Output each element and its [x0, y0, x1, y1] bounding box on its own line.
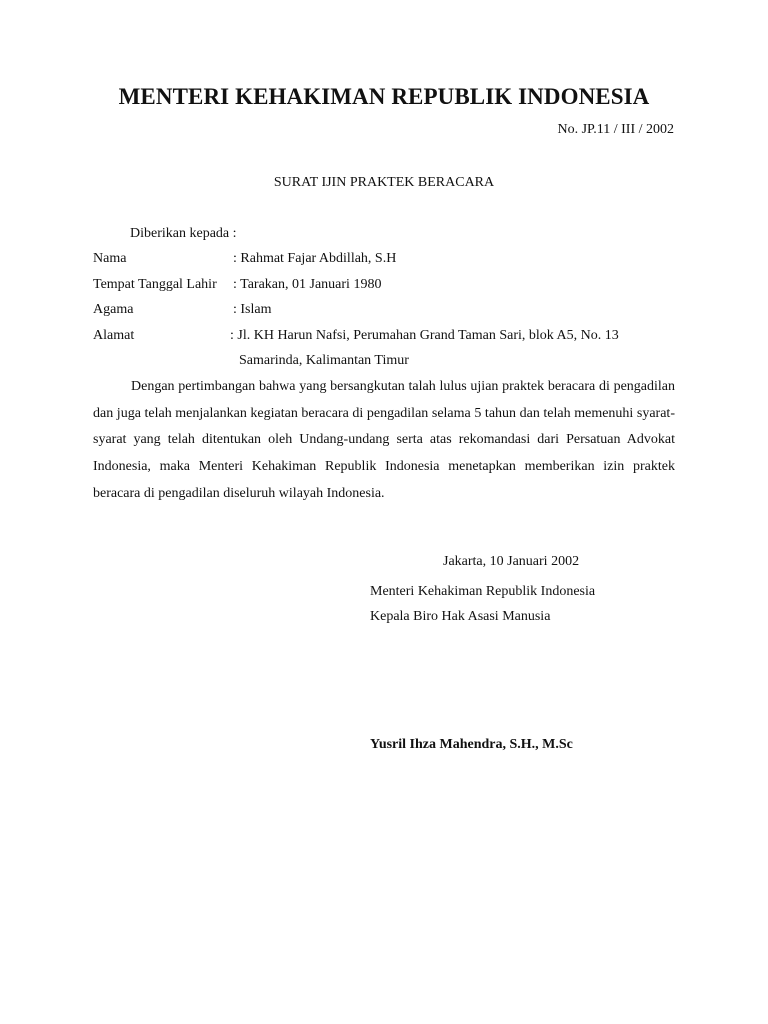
document-number: No. JP.11 / III / 2002: [557, 122, 674, 137]
address-value-line-1: : Jl. KH Harun Nafsi, Perumahan Grand Taman Sari, blok A5, No. 13: [230, 328, 619, 343]
document-subject: SURAT IJIN PRAKTEK BERACARA: [273, 175, 495, 190]
document-title: MENTERI KEHAKIMAN REPUBLIK INDONESIA: [118, 84, 650, 109]
address-value-line-2: Samarinda, Kalimantan Timur: [239, 353, 409, 368]
body-paragraph: Dengan pertimbangan bahwa yang bersangkutan talah lulus ujian praktek beracara di pengadilan dan juga telah menjalankan kegiatan beracara di pengadilan selama 5 tahun dan telah memenuhi syarat-syarat yang telah ditentukan oleh Undang-undang serta atas rekomandasi dari Persatuan Advokat Indonesia, maka Menteri Kehakiman Republik Indonesia menetapkan memberikan izin praktek beracara di pengadilan diseluruh wilayah Indonesia.: [93, 379, 675, 501]
signatory-name: Yusril Ihza Mahendra, S.H., M.Sc: [370, 737, 573, 752]
signature-position: Kepala Biro Hak Asasi Manusia: [370, 609, 551, 624]
recipient-intro: Diberikan kepada :: [130, 226, 237, 241]
birth-label: Tempat Tanggal Lahir: [93, 277, 217, 292]
birth-value: : Tarakan, 01 Januari 1980: [233, 277, 382, 292]
signature-office: Menteri Kehakiman Republik Indonesia: [370, 584, 596, 599]
religion-value: : Islam: [233, 302, 272, 317]
name-label: Nama: [93, 251, 127, 266]
religion-label: Agama: [93, 302, 134, 317]
name-value: : Rahmat Fajar Abdillah, S.H: [233, 251, 397, 266]
signature-place-date: Jakarta, 10 Januari 2002: [443, 554, 580, 569]
address-label: Alamat: [93, 328, 135, 343]
